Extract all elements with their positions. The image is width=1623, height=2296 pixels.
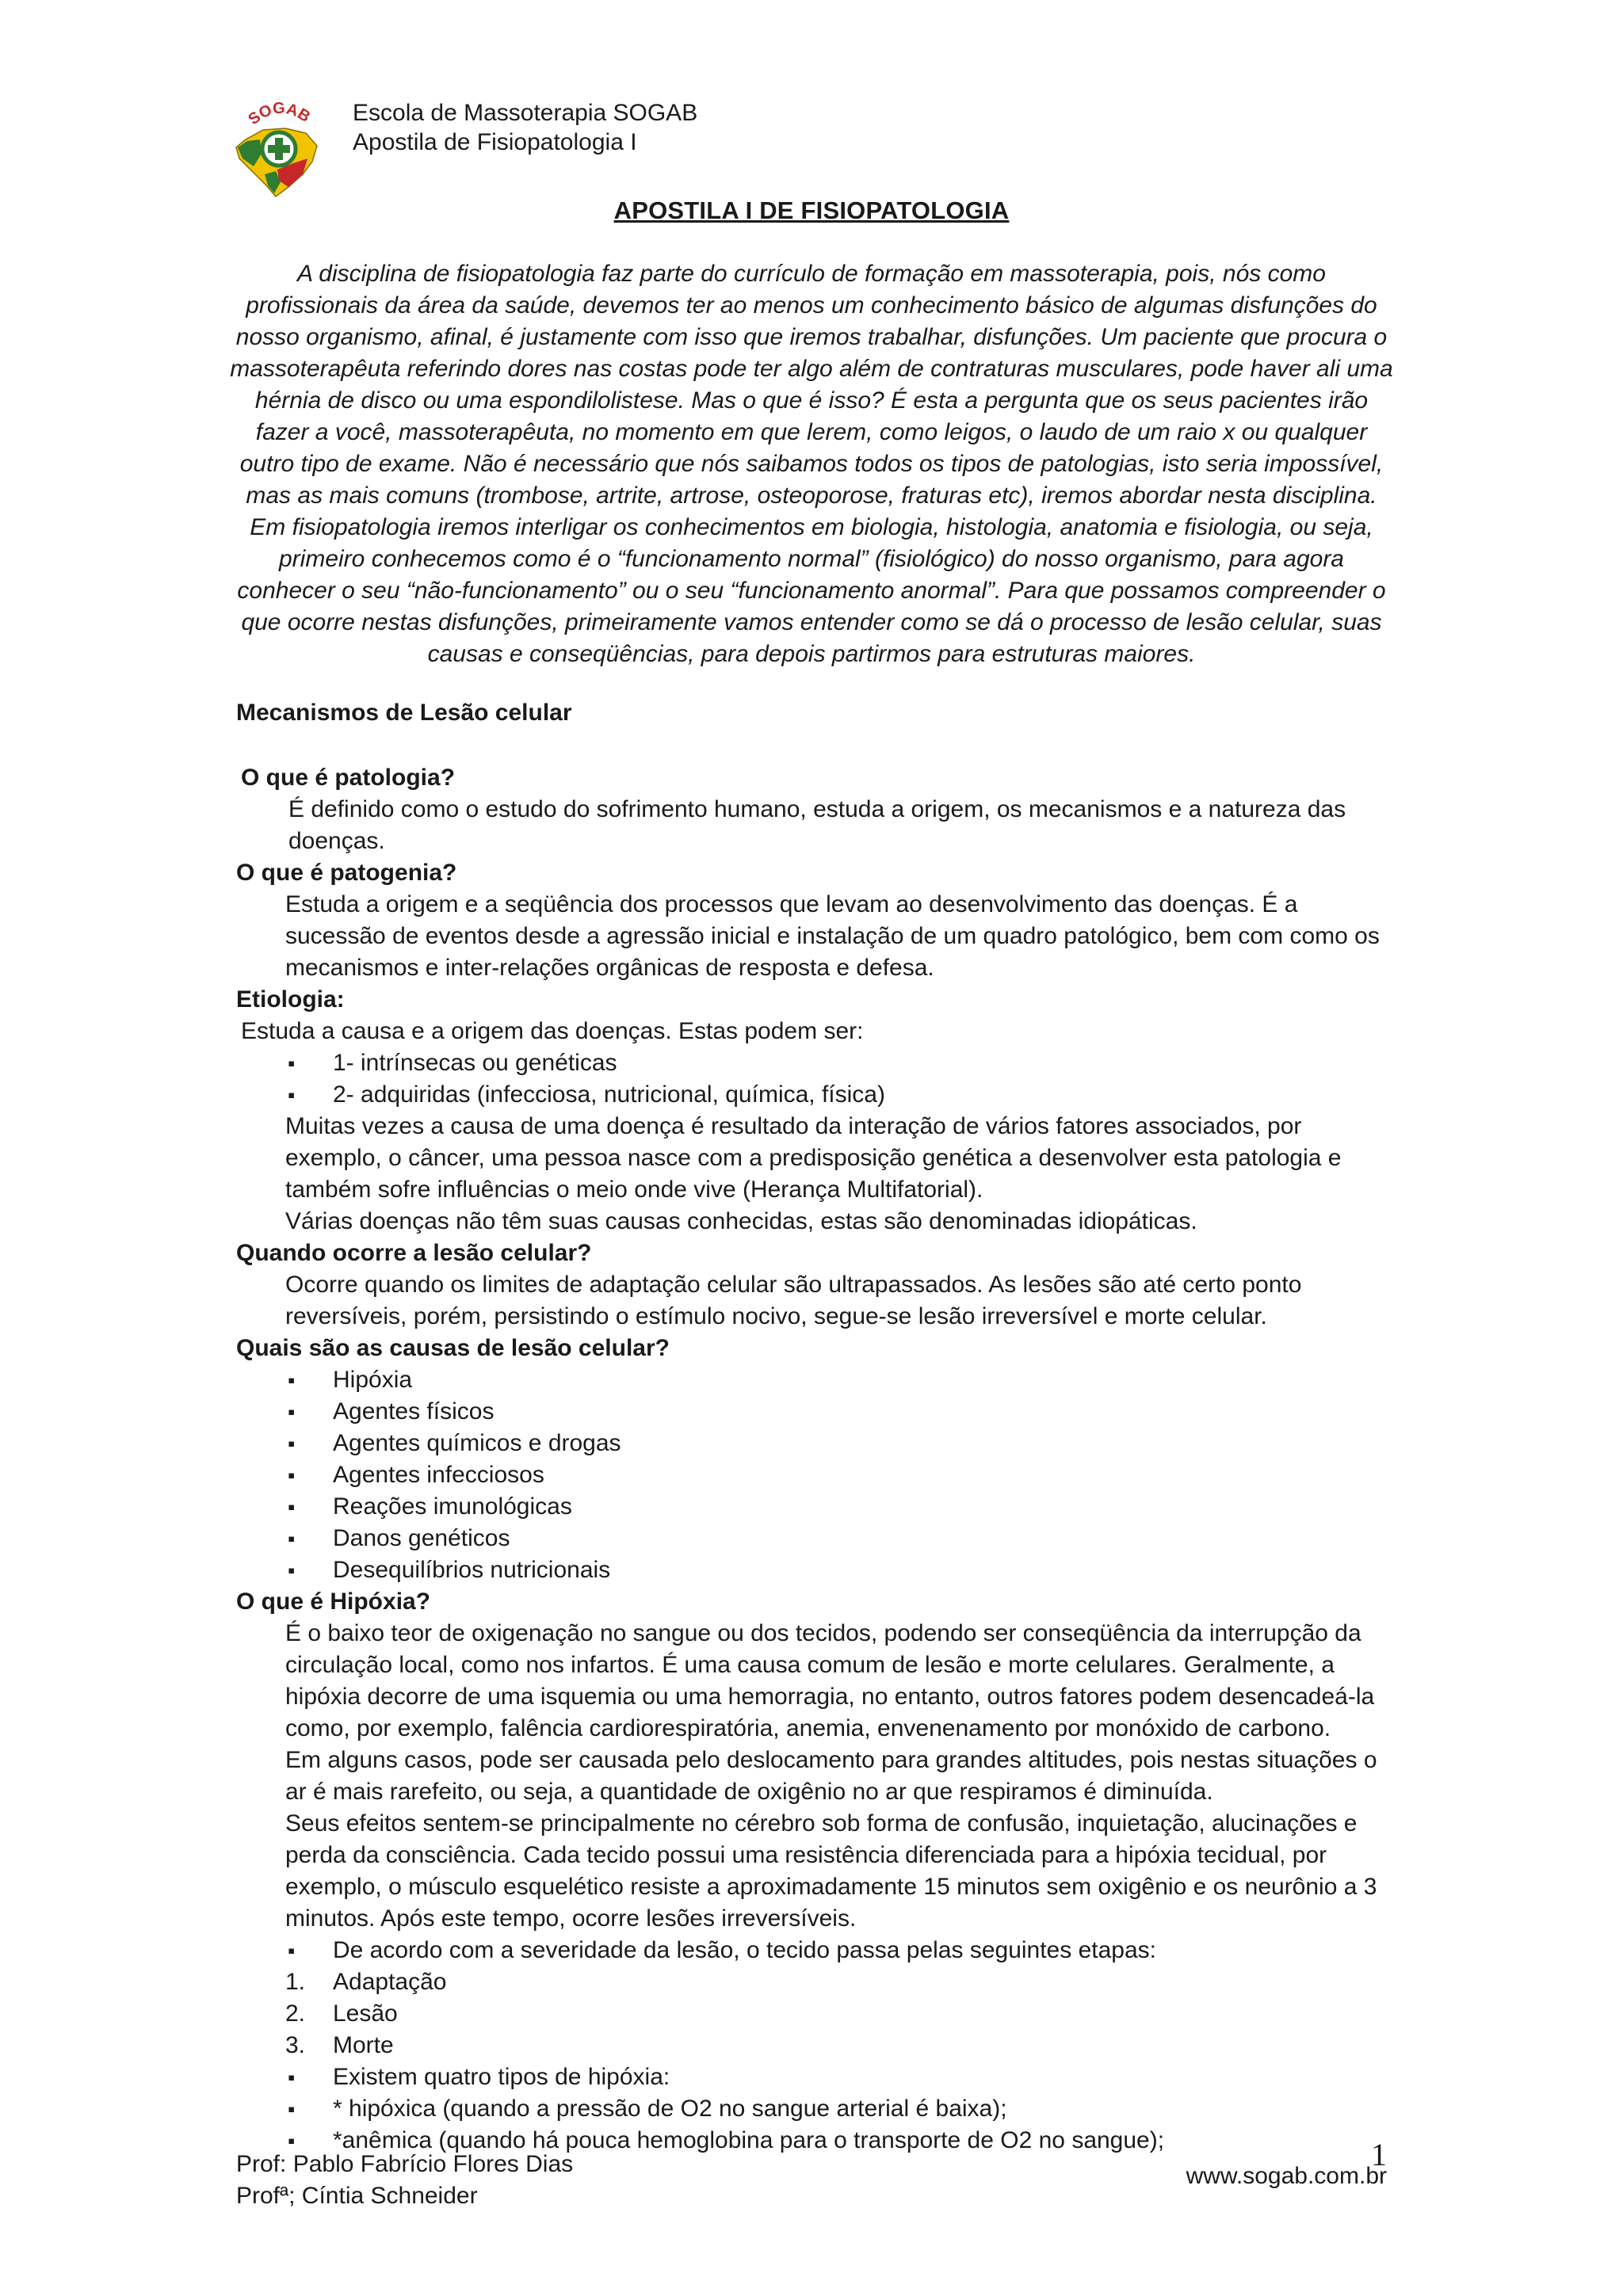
section-title: Mecanismos de Lesão celular [236,700,572,726]
author-2: Profª; Cíntia Schneider [236,2183,478,2209]
heading-patologia: O que é patologia? [241,765,456,791]
causas-list [236,1364,1401,1586]
list-item: ▪ *anêmica (quando há pouca hemoglobina para o transporte de O2 no sangue); [236,2125,1401,2157]
intro-paragraph-1: A disciplina de fisiopatologia faz parte do currículo de formação em massoterapia, pois, nós como profissionais da área da saúde, devemos ter ao menos um conhecimento básico de algumas disfunções do nosso organismo, afinal, é justamente com isso que iremos trabalhar, disfunções. Um paciente que procura o massoterapêuta referindo dores nas costas pode ter algo além de contraturas musculares, pode haver ali uma hérnia de disco ou uma espondilolistese. Mas o que é isso? É esta a pergunta que os seus pacientes irão fazer a você, massoterapêuta, no momento em que lerem, como leigos, o laudo de um raio x ou qualquer outro tipo de exame. Não é necessário que nós saibamos todos os tipos de patologias, isto seria impossível, mas as mais comuns (trombose, artrite, artrose, osteoporose, fraturas etc), iremos abordar nesta disciplina. [230,261,1393,509]
page-number: 1 [1371,2137,1387,2172]
text-etiologia-1: Muitas vezes a causa de uma doença é resultado da interação de vários fatores associados, por exemplo, o câncer, uma pessoa nasce com a predisposição genética a desenvolver esta patologia e também sofre influências o meio onde vive (Herança Multifatorial). [285,1113,1342,1203]
heading-causas: Quais são as causas de lesão celular? [236,1335,670,1361]
tipos-list [236,2061,1401,2157]
list-item: 3. Morte [285,2032,394,2058]
text-etiologia-intro: Estuda a causa e a origem das doenças. Estas podem ser: [241,1018,864,1044]
list-item: ▪ Agentes químicos e drogas [236,1428,1401,1459]
document-title: APOSTILA I DE FISIOPATOLOGIA [613,196,1010,224]
severidade-list [236,1935,1401,1966]
list-item: 2. Lesão [285,2000,398,2027]
list-item: ▪ 2- adquiridas (infecciosa, nutricional, química, física) [236,1079,1401,1111]
text-hipoxia-3: Seus efeitos sentem-se principalmente no cérebro sob forma de confusão, inquietação, alucinações e perda da consciência. Cada tecido possui uma resistência diferenciada para a hipóxia tecidual, por exemplo, o músculo esquelético resiste a aproximadamente 15 minutos sem oxigênio e os neurônio a 3 minutos. Após este tempo, ocorre lesões irreversíveis. [285,1810,1377,1932]
text-etiologia-2: Várias doenças não têm suas causas conhecidas, estas são denominadas idiopáticas. [285,1208,1197,1234]
list-item: ▪ Danos genéticos [236,1523,1401,1554]
list-item: ▪ Desequilíbrios nutricionais [236,1554,1401,1586]
heading-hipoxia: O que é Hipóxia? [236,1589,431,1615]
school-name: Escola de Massoterapia SOGAB [353,100,698,126]
page-footer-authors [236,2149,573,2212]
etiologia-list [236,1047,1401,1111]
text-lesao: Ocorre quando os limites de adaptação celular são ultrapassados. As lesões são até certo ponto reversíveis, porém, persistindo o estímulo nocivo, segue-se lesão irreversível e morte celular. [285,1272,1302,1329]
text-hipoxia-1: É o baixo teor de oxigenação no sangue ou dos tecidos, podendo ser conseqüência da interrupção da circulação local, como nos infartos. É uma causa comum de lesão e morte celulares. Geralmente, a hipóxia decorre de uma isquemia ou uma hemorragia, no entanto, outros fatores podem desencadeá-la como, por exemplo, falência cardiorespiratória, anemia, envenenamento por monóxido de carbono. [285,1620,1375,1741]
heading-patogenia: O que é patogenia? [236,860,457,886]
text-patogenia: Estuda a origem e a seqüência dos processos que levam ao desenvolvimento das doenças. É a sucessão de eventos desde a agressão inicial e instalação de um quadro patológico, bem com como os mecanismos e inter-relações orgânicas de resposta e defesa. [285,891,1380,981]
heading-lesao: Quando ocorre a lesão celular? [236,1240,592,1266]
website-link[interactable]: www.sogab.com.br [1186,2163,1387,2189]
list-item: ▪ 1- intrínsecas ou genéticas [236,1047,1401,1079]
list-item: 1. Adaptação [285,1969,447,1995]
list-item: ▪ De acordo com a severidade da lesão, o tecido passa pelas seguintes etapas: [236,1935,1401,1966]
list-item: ▪ Existem quatro tipos de hipóxia: [236,2061,1401,2093]
handout-name: Apostila de Fisiopatologia I [353,129,637,155]
heading-etiologia: Etiologia: [236,986,345,1013]
etapas-list [236,1966,1401,2061]
list-item: ▪ Hipóxia [236,1364,1401,1396]
text-patologia: É definido como o estudo do sofrimento humano, estuda a origem, os mecanismos e a natureza das doenças. [288,796,1346,854]
list-item: ▪ Agentes infecciosos [236,1459,1401,1491]
intro-paragraph-2: Em fisiopatologia iremos interligar os conhecimentos em biologia, histologia, anatomia e fisiologia, ou seja, primeiro conhecemos como é o “funcionamento normal” (fisiológico) do nosso organismo, para agora conhecer o seu “não-funcionamento” ou o seu “funcionamento anormal”. Para que possamos compreender o que ocorre nestas disfunções, primeiramente vamos entender como se dá o processo de lesão celular, suas causas e conseqüências, para depois partirmos para estruturas maiores. [237,514,1386,667]
svg-text:SOGAB: SOGAB [245,99,314,129]
author-1: Prof: Pablo Fabrício Flores Dias [236,2151,574,2177]
text-hipoxia-2: Em alguns casos, pode ser causada pelo deslocamento para grandes altitudes, pois nestas situações o ar é mais rarefeito, ou seja, a quantidade de oxigênio no ar que respiramos é diminuída. [285,1747,1377,1805]
sogab-logo [230,98,325,197]
main-content [236,697,1401,2157]
list-item: ▪ Agentes físicos [236,1396,1401,1428]
page-header [230,98,943,193]
list-item: ▪ Reações imunológicas [236,1491,1401,1523]
intro-text [230,258,1393,670]
list-item: ▪ * hipóxica (quando a pressão de O2 no sangue arterial é baixa); [236,2093,1401,2125]
